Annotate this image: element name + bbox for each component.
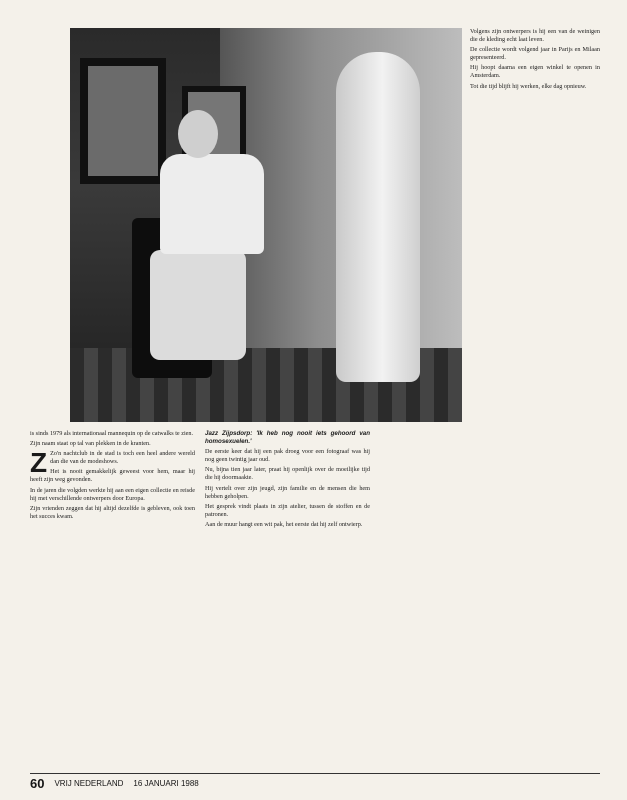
paragraph: In de jaren die volgden werkte hij aan een eigen collectie en reisde hij met verschillende ontwerpers door Europa. bbox=[30, 486, 195, 502]
paragraph: Zijn naam staat op tal van plekken in de kranten. bbox=[30, 440, 151, 448]
article-column-left bbox=[30, 430, 195, 770]
paragraph: is sinds 1979 als internationaal mannequin op de catwalks te zien. bbox=[30, 430, 194, 437]
footer-rule bbox=[30, 773, 600, 774]
paragraph: Het is nooit gemakkelijk geweest voor hem, maar hij heeft zijn weg gevonden. bbox=[30, 468, 195, 484]
paragraph: Aan de muur hangt een wit pak, het eerste dat hij zelf ontwierp. bbox=[205, 520, 363, 528]
issue-date: 16 JANUARI 1988 bbox=[133, 778, 199, 788]
paragraph: Zijn vrienden zeggen dat hij altijd dezelfde is gebleven, ook toen het succes kwam. bbox=[30, 504, 195, 520]
photo-man-legs bbox=[150, 250, 246, 360]
article-column-right bbox=[470, 28, 600, 768]
paragraph: De collectie wordt volgend jaar in Parijs en Milaan gepresenteerd. bbox=[470, 46, 600, 62]
paragraph: Tot die tijd blijft hij werken, elke dag opnieuw. bbox=[470, 82, 587, 90]
magazine-name: VRIJ NEDERLAND bbox=[54, 778, 124, 788]
paragraph: Hij vertelt over zijn jeugd, zijn familie en de mensen die hem hebben geholpen. bbox=[205, 484, 370, 500]
paragraph: Z Zo'n nachtclub in de stad is toch een heel andere wereld dan die van de modeshows. bbox=[30, 447, 195, 479]
drop-cap: Z bbox=[30, 447, 48, 479]
photo-man-body bbox=[160, 154, 264, 254]
page-footer bbox=[30, 776, 430, 790]
photo-window bbox=[80, 58, 166, 184]
paragraph: Nu, bijna tien jaar later, praat hij openlijk over de moeilijke tijd die hij doormaakte. bbox=[205, 466, 370, 482]
paragraph: Volgens zijn ontwerpers is hij een van de weinigen die de kleding echt laat leven. bbox=[470, 28, 600, 44]
article-column-middle bbox=[205, 430, 370, 770]
photo-white-suit bbox=[336, 52, 420, 382]
photo-caption: Jazz Zijpsdorp: 'Ik heb nog nooit iets gehoord van homosexuelen.' bbox=[205, 430, 370, 446]
feature-photo bbox=[70, 28, 462, 422]
paragraph: De eerste keer dat hij een pak droeg voor een fotograaf was hij nog geen twintig jaar oud. bbox=[205, 448, 370, 464]
paragraph: Hij hoopt daarna een eigen winkel te openen in Amsterdam. bbox=[470, 64, 600, 80]
photo-man-head bbox=[178, 110, 218, 158]
page-number: 60 bbox=[30, 775, 45, 791]
paragraph: Het gesprek vindt plaats in zijn atelier, tussen de stoffen en de patronen. bbox=[205, 502, 370, 518]
